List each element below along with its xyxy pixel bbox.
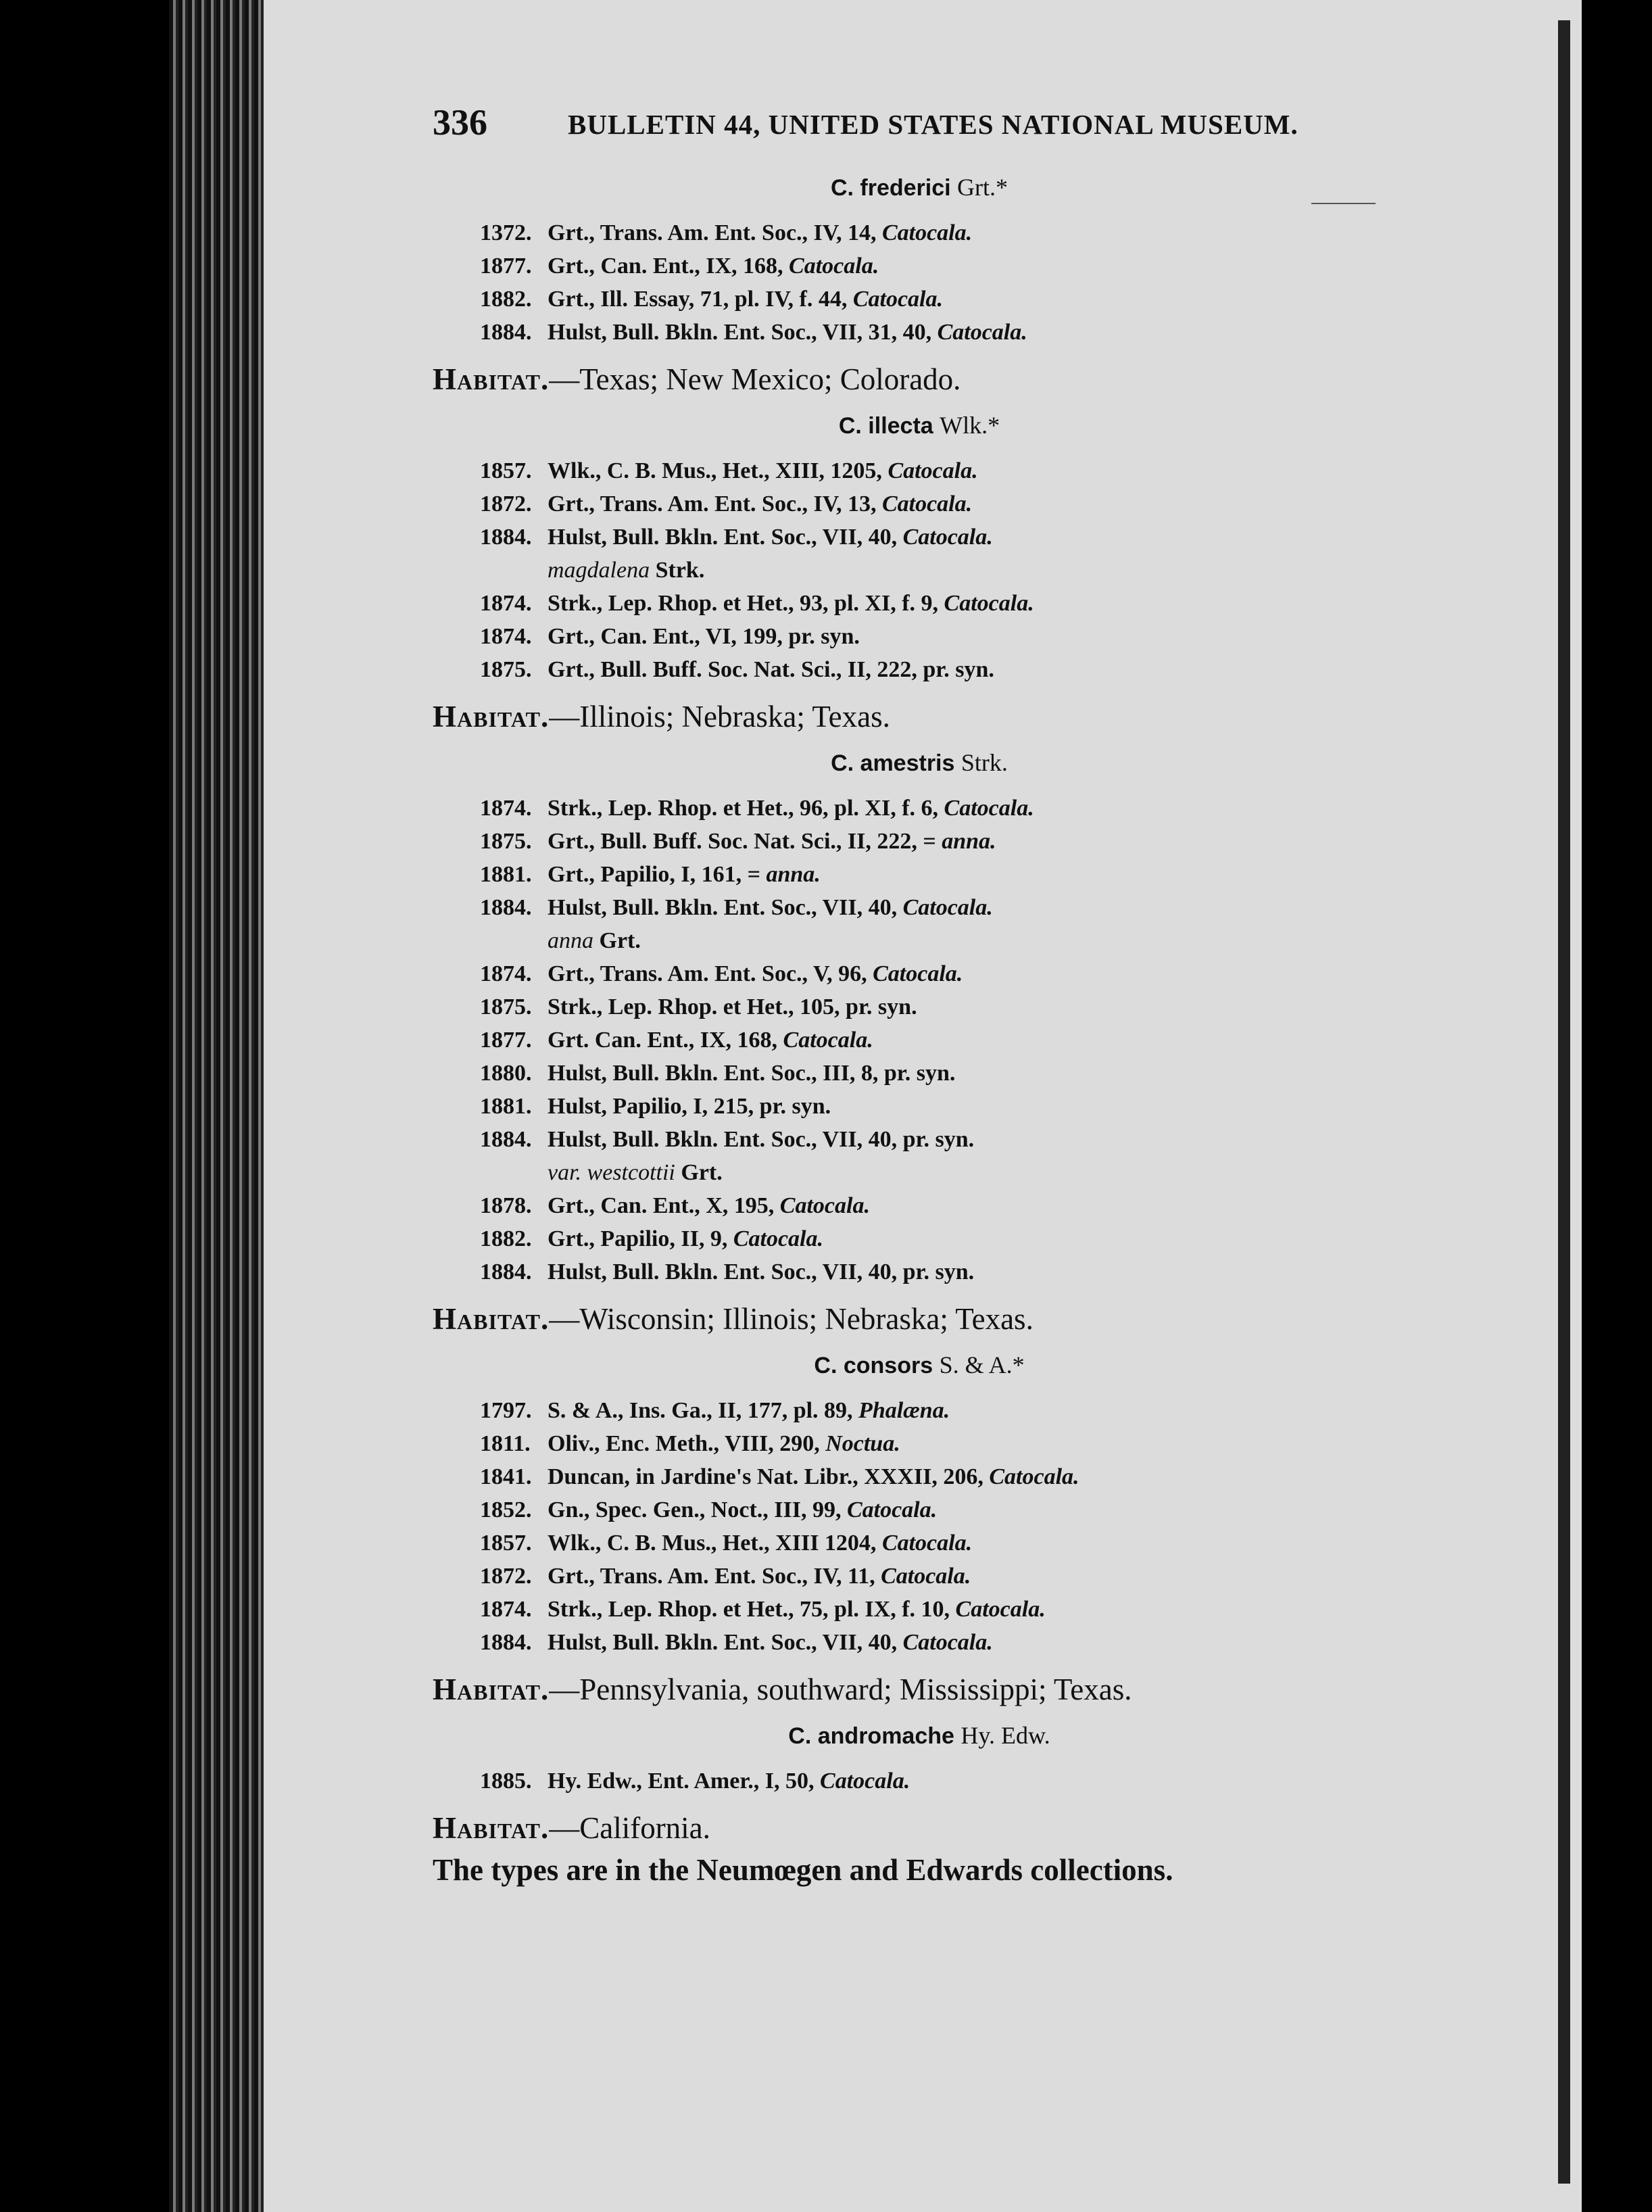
citation-entry	[480, 653, 1406, 686]
citation-year: 1874.	[480, 624, 532, 649]
citation-genus: Catocala.	[944, 796, 1034, 821]
citation-year: 1882.	[480, 287, 532, 312]
header-rule	[1311, 203, 1376, 204]
habitat-value: —Texas; New Mexico; Colorado.	[549, 362, 961, 396]
species-author: S. & A.*	[939, 1351, 1025, 1378]
citation-text: Grt., Trans. Am. Ent. Soc., IV, 14,	[548, 220, 877, 245]
citation-genus: Catocala.	[779, 1193, 870, 1218]
synonym-name: var. westcottii	[548, 1160, 675, 1185]
synonym-author: Grt.	[681, 1160, 723, 1185]
citation-list	[480, 1394, 1406, 1659]
species-author: Grt.*	[957, 174, 1009, 201]
citation-text: Hulst, Papilio, I, 215, pr. syn.	[548, 1094, 831, 1119]
citation-year: 1372.	[480, 220, 532, 245]
citation-entry	[480, 891, 1406, 924]
citation-text: Grt., Trans. Am. Ent. Soc., V, 96,	[548, 961, 867, 986]
citation-entry	[480, 1255, 1406, 1289]
citation-year: 1841.	[480, 1464, 532, 1489]
species-block	[433, 411, 1406, 738]
citation-text: Grt., Trans. Am. Ent. Soc., IV, 13,	[548, 491, 877, 516]
citation-year: 1884.	[480, 1630, 532, 1655]
citation-text: Strk., Lep. Rhop. et Het., 75, pl. IX, f. 10,	[548, 1597, 950, 1622]
habitat-value: —Illinois; Nebraska; Texas.	[549, 700, 890, 734]
citation-entry	[480, 1626, 1406, 1659]
citation-year: 1874.	[480, 796, 532, 821]
citation-year: 1877.	[480, 1028, 532, 1053]
habitat-line	[433, 696, 1406, 738]
citation-genus: Catocala.	[881, 491, 973, 516]
species-name: C. illecta	[838, 413, 933, 439]
citation-entry	[480, 1593, 1406, 1626]
citation-text: Hulst, Bull. Bkln. Ent. Soc., VII, 31, 40,	[548, 320, 932, 345]
citation-list	[480, 1764, 1406, 1798]
citation-entry	[480, 1090, 1406, 1123]
citation-text: Strk., Lep. Rhop. et Het., 93, pl. XI, f. 9,	[548, 591, 939, 616]
citation-entry	[480, 216, 1406, 249]
habitat-line	[433, 1298, 1406, 1340]
citation-list	[480, 454, 1406, 686]
citation-entry	[480, 249, 1406, 283]
citation-year: 1857.	[480, 458, 532, 483]
synonym-author: Strk.	[655, 558, 705, 583]
citation-genus: Phalæna.	[858, 1398, 950, 1423]
citation-entry	[480, 1460, 1406, 1493]
citation-year: 1884.	[480, 1127, 532, 1152]
citation-text: Grt., Trans. Am. Ent. Soc., IV, 11,	[548, 1564, 875, 1589]
species-heading	[433, 173, 1406, 201]
citation-text: Hulst, Bull. Bkln. Ent. Soc., VII, 40,	[548, 525, 898, 550]
habitat-label: Habitat.	[433, 1302, 550, 1336]
citation-year: 1881.	[480, 1094, 532, 1119]
page-edge-left	[169, 0, 264, 2212]
habitat-line	[433, 358, 1406, 400]
citation-text: Hulst, Bull. Bkln. Ent. Soc., VII, 40, pr. syn.	[548, 1127, 975, 1152]
citation-year: 1884.	[480, 525, 532, 550]
citation-genus: Catocala.	[881, 220, 973, 245]
citation-text: Strk., Lep. Rhop. et Het., 96, pl. XI, f. 6,	[548, 796, 939, 821]
citation-genus: Catocala.	[955, 1597, 1046, 1622]
citation-entry	[480, 1493, 1406, 1526]
citation-entry	[480, 1526, 1406, 1560]
synonym-line	[480, 554, 1406, 587]
citation-year: 1874.	[480, 961, 532, 986]
citation-text: Hulst, Bull. Bkln. Ent. Soc., III, 8, pr. syn.	[548, 1061, 956, 1086]
citation-entry	[480, 1764, 1406, 1798]
habitat-label: Habitat.	[433, 1811, 550, 1845]
citation-genus: Catocala.	[852, 287, 943, 312]
citation-text: Grt., Bull. Buff. Soc. Nat. Sci., II, 222, pr. syn.	[548, 657, 994, 682]
citation-text: Grt., Can. Ent., X, 195,	[548, 1193, 775, 1218]
species-name: C. andromache	[788, 1723, 954, 1749]
citation-genus: Catocala.	[820, 1769, 910, 1794]
citation-entry	[480, 957, 1406, 990]
citation-genus: Catocala.	[902, 1630, 993, 1655]
habitat-line	[433, 1668, 1406, 1710]
species-author: Hy. Edw.	[961, 1722, 1050, 1749]
citation-year: 1885.	[480, 1769, 532, 1794]
synonym-line	[480, 1156, 1406, 1189]
species-author: Wlk.*	[940, 412, 1000, 439]
page-content	[433, 101, 1406, 1891]
citation-year: 1857.	[480, 1531, 532, 1556]
citation-entry	[480, 316, 1406, 349]
citation-entry	[480, 1222, 1406, 1255]
collections-note: The types are in the Neumœgen and Edwards collections.	[433, 1853, 1173, 1887]
species-author: Strk.	[961, 749, 1008, 776]
habitat-line	[433, 1807, 1406, 1849]
synonym-name: anna	[548, 928, 593, 953]
citation-year: 1852.	[480, 1497, 532, 1522]
species-block	[433, 173, 1406, 400]
species-heading	[433, 1351, 1406, 1379]
citation-text: Strk., Lep. Rhop. et Het., 105, pr. syn.	[548, 994, 917, 1019]
citation-entry	[480, 858, 1406, 891]
citation-genus: Catocala.	[989, 1464, 1079, 1489]
citation-year: 1881.	[480, 862, 532, 887]
citation-year: 1872.	[480, 491, 532, 516]
citation-year: 1878.	[480, 1193, 532, 1218]
habitat-label: Habitat.	[433, 362, 550, 396]
citation-entry	[480, 1427, 1406, 1460]
citation-text: Grt., Can. Ent., IX, 168,	[548, 254, 783, 279]
citation-text: Wlk., C. B. Mus., Het., XIII 1204,	[548, 1531, 877, 1556]
citation-year: 1874.	[480, 1597, 532, 1622]
citation-year: 1884.	[480, 320, 532, 345]
citation-entry	[480, 1394, 1406, 1427]
citation-year: 1884.	[480, 895, 532, 920]
citation-text: Grt., Papilio, I, 161, =	[548, 862, 760, 887]
citation-text: Grt., Bull. Buff. Soc. Nat. Sci., II, 222, =	[548, 829, 936, 854]
citation-genus: Catocala.	[789, 254, 879, 279]
species-heading	[433, 748, 1406, 777]
synonym-name: magdalena	[548, 558, 650, 583]
running-head-title: BULLETIN 44, UNITED STATES NATIONAL MUSEUM.	[568, 109, 1298, 140]
citation-text: Hulst, Bull. Bkln. Ent. Soc., VII, 40, pr. syn.	[548, 1259, 975, 1284]
species-name: C. frederici	[830, 175, 951, 201]
species-block	[433, 1721, 1406, 1849]
species-block	[433, 1351, 1406, 1710]
species-heading	[433, 411, 1406, 439]
page-edge-right	[1558, 20, 1570, 2184]
habitat-value: —Wisconsin; Illinois; Nebraska; Texas.	[549, 1302, 1034, 1336]
citation-text: Grt., Can. Ent., VI, 199, pr. syn.	[548, 624, 860, 649]
citation-text: Hulst, Bull. Bkln. Ent. Soc., VII, 40,	[548, 1630, 898, 1655]
citation-genus: Catocala.	[902, 895, 993, 920]
citation-entry	[480, 620, 1406, 653]
citation-entry	[480, 283, 1406, 316]
synonym-line	[480, 924, 1406, 957]
citation-entry	[480, 454, 1406, 487]
citation-genus: Catocala.	[733, 1226, 824, 1251]
citation-text: Oliv., Enc. Meth., VIII, 290,	[548, 1431, 820, 1456]
citation-year: 1882.	[480, 1226, 532, 1251]
species-list	[433, 173, 1406, 1849]
citation-entry	[480, 792, 1406, 825]
citation-genus: anna.	[766, 862, 821, 887]
citation-entry	[480, 1189, 1406, 1222]
citation-entry	[480, 1123, 1406, 1156]
citation-entry	[480, 1560, 1406, 1593]
citation-entry	[480, 587, 1406, 620]
citation-genus: Catocala.	[783, 1028, 873, 1053]
habitat-value: —California.	[549, 1811, 710, 1845]
species-name: C. amestris	[831, 750, 955, 776]
species-name: C. consors	[814, 1353, 933, 1378]
citation-list	[480, 216, 1406, 349]
citation-year: 1880.	[480, 1061, 532, 1086]
citation-year: 1797.	[480, 1398, 532, 1423]
citation-entry	[480, 487, 1406, 521]
citation-genus: Catocala.	[881, 1564, 971, 1589]
citation-genus: Catocala.	[846, 1497, 938, 1522]
page-number: 336	[433, 102, 487, 143]
citation-text: Wlk., C. B. Mus., Het., XIII, 1205,	[548, 458, 882, 483]
citation-text: Grt. Can. Ent., IX, 168,	[548, 1028, 778, 1053]
habitat-label: Habitat.	[433, 700, 550, 734]
citation-genus: Catocala.	[944, 591, 1034, 616]
citation-text: Hy. Edw., Ent. Amer., I, 50,	[548, 1769, 815, 1794]
citation-entry	[480, 825, 1406, 858]
citation-list	[480, 792, 1406, 1289]
citation-entry	[480, 990, 1406, 1024]
citation-text: S. & A., Ins. Ga., II, 177, pl. 89,	[548, 1398, 853, 1423]
citation-genus: Catocala.	[888, 458, 978, 483]
citation-genus: anna.	[942, 829, 996, 854]
citation-genus: Catocala.	[873, 961, 963, 986]
citation-year: 1875.	[480, 994, 532, 1019]
citation-year: 1875.	[480, 829, 532, 854]
citation-entry	[480, 1024, 1406, 1057]
citation-year: 1875.	[480, 657, 532, 682]
citation-entry	[480, 521, 1406, 554]
citation-entry	[480, 1057, 1406, 1090]
citation-genus: Catocala.	[902, 525, 993, 550]
citation-text: Hulst, Bull. Bkln. Ent. Soc., VII, 40,	[548, 895, 898, 920]
synonym-author: Grt.	[599, 928, 641, 953]
citation-text: Gn., Spec. Gen., Noct., III, 99,	[548, 1497, 842, 1522]
citation-text: Duncan, in Jardine's Nat. Libr., XXXII, 206,	[548, 1464, 983, 1489]
citation-year: 1874.	[480, 591, 532, 616]
citation-text: Grt., Papilio, II, 9,	[548, 1226, 728, 1251]
citation-genus: Noctua.	[825, 1431, 900, 1456]
citation-year: 1811.	[480, 1431, 531, 1456]
citation-year: 1877.	[480, 254, 532, 279]
citation-genus: Catocala.	[881, 1531, 973, 1556]
citation-text: Grt., Ill. Essay, 71, pl. IV, f. 44,	[548, 287, 848, 312]
running-head	[433, 101, 1406, 162]
citation-year: 1872.	[480, 1564, 532, 1589]
habitat-value: —Pennsylvania, southward; Mississippi; Texas.	[549, 1673, 1132, 1706]
species-block	[433, 748, 1406, 1340]
species-heading	[433, 1721, 1406, 1750]
citation-year: 1884.	[480, 1259, 532, 1284]
citation-genus: Catocala.	[937, 320, 1027, 345]
habitat-label: Habitat.	[433, 1673, 550, 1706]
